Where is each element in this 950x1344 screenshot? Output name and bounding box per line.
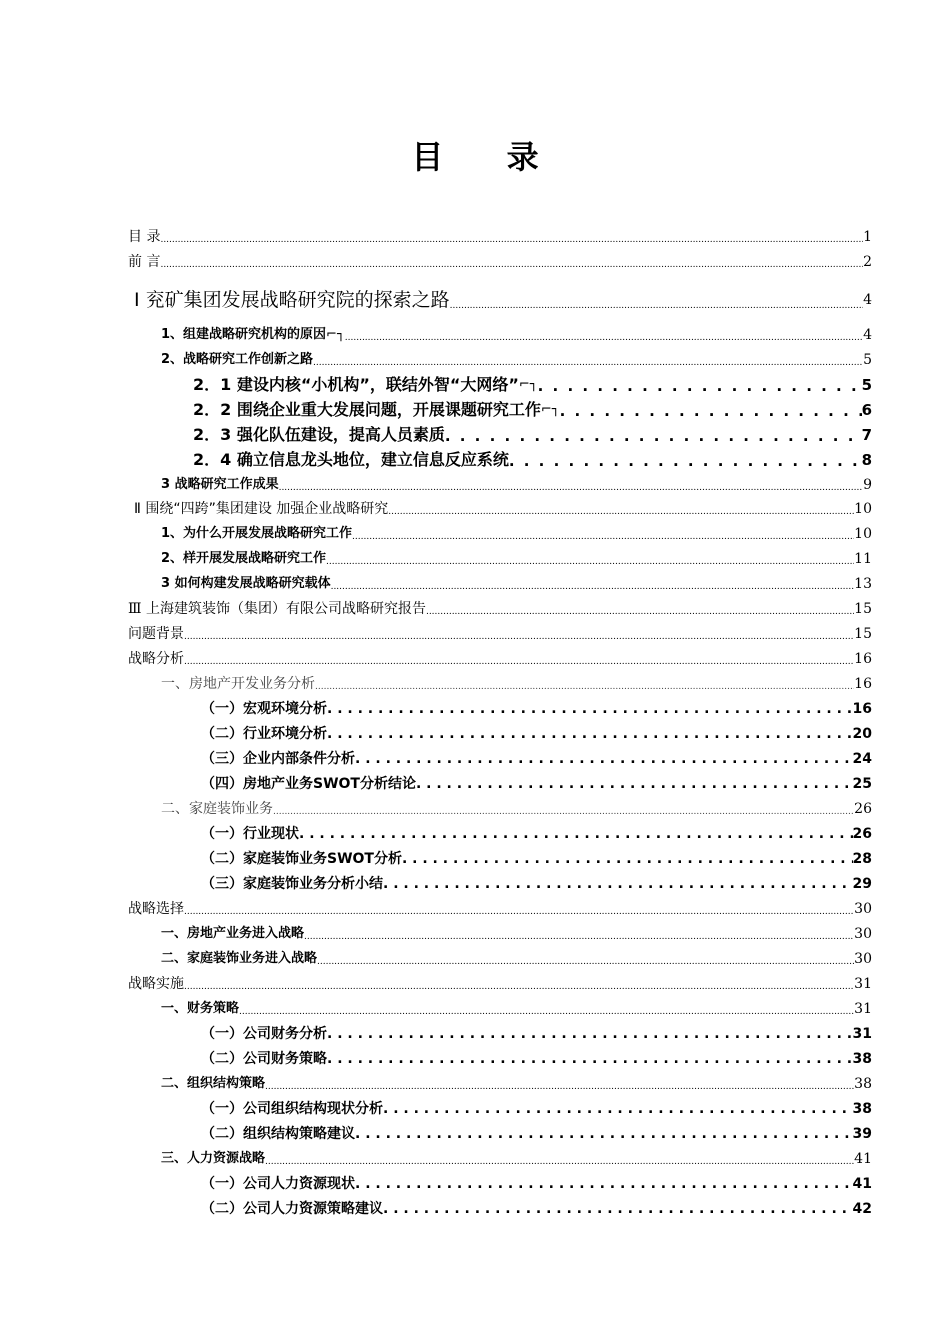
toc-leader — [331, 581, 855, 593]
toc-entry[interactable] — [193, 400, 872, 420]
toc-leader — [304, 931, 854, 943]
toc-entry[interactable] — [201, 825, 872, 843]
toc-leader — [402, 850, 853, 868]
toc-leader — [279, 482, 864, 494]
toc-entry[interactable] — [128, 253, 872, 271]
toc-page-number: 29 — [852, 876, 872, 892]
toc-page-number: 38 — [854, 1076, 872, 1092]
toc-page-number: 25 — [852, 776, 872, 792]
toc-entry[interactable] — [201, 725, 872, 743]
toc-page-number: 38 — [852, 1051, 872, 1067]
toc-leader — [273, 806, 854, 818]
toc-entry-label: 战略选择 — [128, 901, 184, 917]
toc-page-number: 4 — [863, 327, 872, 343]
toc-leader — [184, 631, 854, 643]
toc-leader — [560, 402, 862, 420]
toc-entry[interactable] — [161, 1075, 872, 1093]
toc-leader — [315, 681, 854, 693]
toc-entry[interactable] — [201, 1100, 872, 1118]
toc-leader — [239, 1006, 854, 1018]
toc-entry-label: （二）公司人力资源策略建议 — [201, 1201, 383, 1217]
toc-entry-label: 2．1 建设内核“小机构”，联结外智“大网络” — [193, 375, 519, 394]
toc-leader — [184, 981, 854, 993]
toc-page-number: 7 — [861, 426, 872, 444]
toc-page-number: 31 — [854, 1001, 872, 1017]
toc-page-number: 15 — [854, 626, 872, 642]
toc-leader — [383, 1100, 853, 1118]
toc-entry-label: 1、为什么开展发展战略研究工作 — [161, 526, 353, 541]
toc-leader — [265, 1081, 854, 1093]
toc-entry[interactable] — [161, 925, 872, 943]
toc-leader — [327, 1050, 853, 1068]
toc-entry[interactable] — [161, 575, 872, 593]
toc-leader — [426, 606, 854, 618]
toc-entry[interactable] — [161, 525, 872, 543]
toc-entry[interactable] — [201, 1025, 872, 1043]
toc-entry[interactable] — [161, 326, 872, 344]
toc-entry[interactable] — [161, 950, 872, 968]
toc-page-number: 9 — [863, 477, 872, 493]
toc-page-number: 15 — [854, 601, 872, 617]
toc-entry[interactable] — [161, 550, 872, 568]
toc-page-number: 26 — [852, 826, 872, 842]
toc-leader — [355, 750, 853, 768]
toc-entry-label: 前 言 — [128, 254, 161, 270]
toc-entry[interactable] — [193, 450, 872, 470]
toc-entry[interactable] — [201, 1200, 872, 1218]
toc-page-number: 41 — [852, 1176, 872, 1192]
toc-entry-label: 战略实施 — [128, 976, 184, 992]
toc-entry[interactable] — [201, 750, 872, 768]
toc-entry[interactable] — [193, 375, 872, 395]
toc-leader — [383, 1200, 853, 1218]
toc-page-number: 20 — [852, 726, 872, 742]
toc-leader — [327, 1025, 853, 1043]
toc-entry[interactable] — [128, 650, 872, 668]
toc-entry[interactable] — [128, 900, 872, 918]
toc-entry-label: 二、组织结构策略 — [161, 1076, 266, 1091]
toc-entry-label: 战略分析 — [128, 651, 184, 667]
toc-entry[interactable] — [161, 675, 872, 693]
toc-page-number: 39 — [852, 1126, 872, 1142]
toc-entry[interactable] — [128, 975, 872, 993]
toc-leader — [355, 1125, 853, 1143]
toc-page-number: 42 — [852, 1201, 872, 1217]
continuation-mark: ⌐┐ — [326, 327, 345, 342]
toc-entry-label: 1、组建战略研究机构的原因 — [161, 327, 327, 342]
toc-page-number: 4 — [863, 292, 872, 308]
toc-entry-label: （二）公司财务策略 — [201, 1051, 327, 1067]
toc-leader — [355, 1175, 853, 1193]
toc-page-number: 8 — [861, 451, 872, 469]
toc-page-number: 28 — [852, 851, 872, 867]
toc-page-number: 16 — [852, 701, 872, 717]
toc-entry-label: 2．2 围绕企业重大发展问题，开展课题研究工作 — [193, 400, 541, 419]
continuation-mark: ⌐┐ — [540, 402, 560, 417]
toc-entry[interactable] — [128, 600, 872, 618]
toc-leader — [327, 700, 853, 718]
toc-entry-label: 三、人力资源战略 — [161, 1151, 266, 1166]
toc-entry[interactable] — [161, 1000, 872, 1018]
toc-entry[interactable] — [134, 500, 872, 518]
toc-leader — [313, 357, 863, 369]
toc-entry-label: 2．4 确立信息龙头地位，建立信息反应系统 — [193, 450, 509, 469]
toc-page-number: 11 — [854, 551, 872, 567]
toc-entry-label: 一、财务策略 — [161, 1001, 240, 1016]
toc-page-number: 38 — [852, 1101, 872, 1117]
toc-entry-label: 一、房地产开发业务分析 — [161, 676, 315, 692]
toc-page-number: 5 — [863, 352, 872, 368]
toc-entry[interactable] — [161, 351, 872, 369]
toc-page-number: 30 — [854, 901, 872, 917]
toc-leader — [317, 956, 854, 968]
toc-entry-label: （二）家庭装饰业务SWOT分析 — [201, 851, 402, 867]
toc-entry-label: （四）房地产业务SWOT分析结论 — [201, 776, 416, 792]
toc-entry[interactable] — [161, 476, 872, 494]
toc-entry[interactable] — [201, 1125, 872, 1143]
toc-page-number: 31 — [854, 976, 872, 992]
toc-leader — [160, 234, 863, 246]
toc-leader — [345, 332, 863, 344]
toc-leader — [445, 427, 862, 445]
toc-entry-label: （一）公司人力资源现状 — [201, 1176, 355, 1192]
toc-page-number: 16 — [854, 676, 872, 692]
toc-leader — [383, 875, 853, 893]
toc-entry[interactable] — [201, 1050, 872, 1068]
toc-entry[interactable] — [128, 228, 872, 246]
toc-entry[interactable] — [161, 800, 872, 818]
toc-leader — [326, 556, 854, 568]
toc-leader — [327, 725, 853, 743]
toc-entry[interactable] — [201, 700, 872, 718]
toc-leader — [450, 300, 863, 312]
page-title: 目 录 — [411, 138, 565, 176]
toc-entry-label: （二）行业环境分析 — [201, 726, 327, 742]
toc-entry[interactable] — [201, 850, 872, 868]
toc-leader — [299, 825, 853, 843]
toc-page-number: 1 — [863, 229, 872, 245]
toc-entry[interactable] — [128, 625, 872, 643]
toc-entry-label: 二、家庭装饰业务 — [161, 801, 273, 817]
toc-entry-label: （一）公司组织结构现状分析 — [201, 1101, 383, 1117]
toc-leader — [538, 377, 862, 395]
toc-page-number: 10 — [854, 501, 872, 517]
toc-entry-label: 二、家庭装饰业务进入战略 — [161, 951, 318, 966]
toc-entry[interactable] — [201, 1175, 872, 1193]
toc-page-number: 26 — [854, 801, 872, 817]
toc-entry-label: 一、房地产业务进入战略 — [161, 926, 305, 941]
toc-page-number: 30 — [854, 951, 872, 967]
toc-leader — [184, 656, 854, 668]
toc-entry[interactable] — [201, 875, 872, 893]
toc-leader — [184, 906, 854, 918]
toc-entry-label: 3 战略研究工作成果 — [161, 477, 279, 492]
toc-leader — [160, 259, 863, 271]
toc-entry[interactable] — [161, 1150, 872, 1168]
toc-leader — [352, 531, 854, 543]
toc-page-number: 10 — [854, 526, 872, 542]
toc-entry[interactable] — [201, 775, 872, 793]
toc-page-number: 5 — [861, 376, 872, 394]
toc-page-number: 6 — [861, 401, 872, 419]
toc-entry-label: （三）企业内部条件分析 — [201, 751, 355, 767]
toc-entry[interactable] — [134, 288, 872, 312]
toc-leader — [509, 452, 862, 470]
toc-entry-label: 3 如何构建发展战略研究载体 — [161, 576, 331, 591]
toc-page-number: 30 — [854, 926, 872, 942]
continuation-mark: ⌐┐ — [518, 377, 538, 392]
toc-entry-label: 2、战略研究工作创新之路 — [161, 352, 314, 367]
toc-page-number: 13 — [854, 576, 872, 592]
toc-page-number: 24 — [852, 751, 872, 767]
toc-entry-label: （一）宏观环境分析 — [201, 701, 327, 717]
toc-entry-label: 2．3 强化队伍建设，提高人员素质 — [193, 425, 445, 444]
toc-entry[interactable] — [193, 425, 872, 445]
toc-entry-label: 2、样开展发展战略研究工作 — [161, 551, 327, 566]
toc-entry-label: Ⅰ 兖矿集团发展战略研究院的探索之路 — [134, 289, 450, 311]
toc-entry-label: （一）公司财务分析 — [201, 1026, 327, 1042]
toc-page-number: 16 — [854, 651, 872, 667]
toc-leader — [416, 775, 853, 793]
toc-leader — [265, 1156, 854, 1168]
toc-entry-label: Ⅲ 上海建筑装饰（集团）有限公司战略研究报告 — [128, 601, 426, 617]
toc-leader — [388, 506, 854, 518]
toc-entry-label: （二）组织结构策略建议 — [201, 1126, 355, 1142]
toc-entry-label: 问题背景 — [128, 626, 184, 642]
toc-entry-label: （一）行业现状 — [201, 826, 299, 842]
toc-page-number: 41 — [854, 1151, 872, 1167]
toc-entry-label: Ⅱ 围绕“四跨”集团建设 加强企业战略研究 — [134, 501, 389, 517]
toc-entry-label: 目 录 — [128, 229, 161, 245]
toc-entry-label: （三）家庭装饰业务分析小结 — [201, 876, 383, 892]
toc-page-number: 2 — [863, 254, 872, 270]
toc-page-number: 31 — [852, 1026, 872, 1042]
